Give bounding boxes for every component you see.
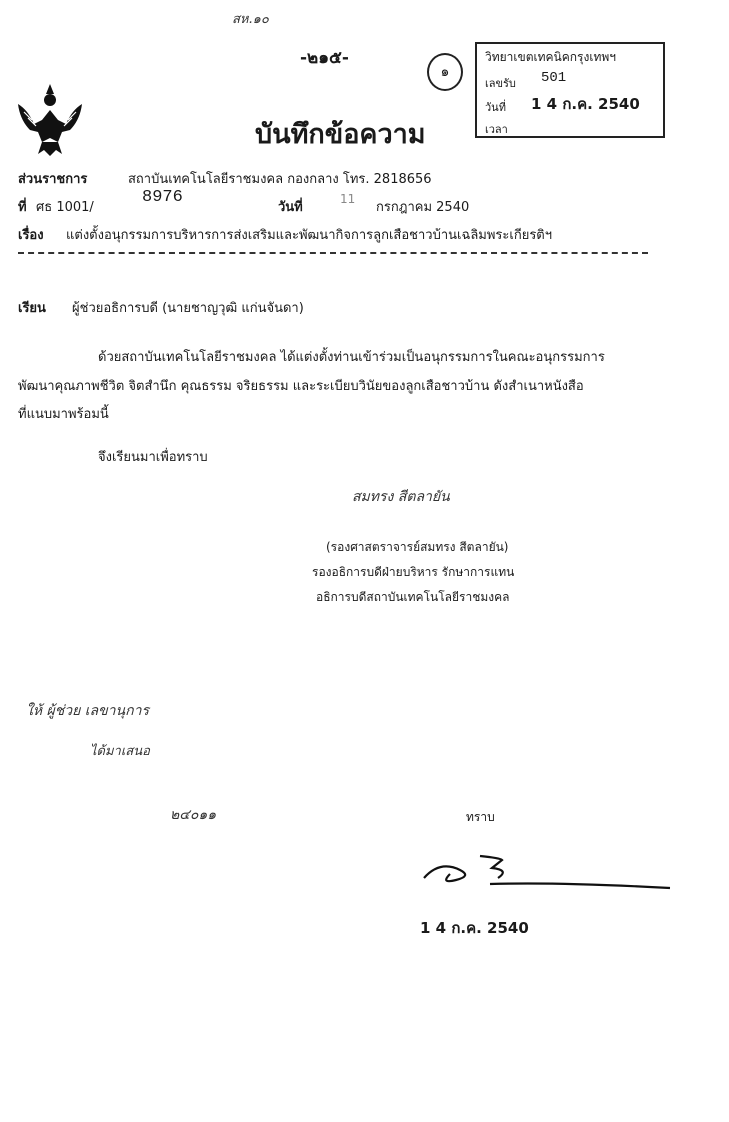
garuda-emblem-icon [14,80,86,160]
note-line-3: ๒๔๐๑๑ [170,807,217,823]
top-scribble: สห.๑๐ [232,12,269,27]
ack-date: 1 4 ก.ค. 2540 [420,919,529,937]
date-label: วันที่ [278,200,303,215]
page-number: -๒๑๕- [300,48,349,68]
note-line-2: ได้มาเสนอ [90,744,150,759]
ack-signature-icon [420,850,680,894]
divider [18,252,648,254]
date-day: 11 [340,192,356,206]
salutation-label: เรียน [18,301,46,316]
ref-label: ที่ [18,200,27,215]
stamp-date: 1 4 ก.ค. 2540 [531,95,640,113]
agency-label: ส่วนราชการ [18,172,88,187]
memo-title: บันทึกข้อความ [255,119,426,150]
stamp-time-label: เวลา [485,123,508,136]
circle-mark: ๑ [427,53,463,91]
subject: แต่งตั้งอนุกรรมการบริหารการส่งเสริมและพัฒนากิจการลูกเสือชาวบ้านเฉลิมพระเกียรติฯ [66,228,553,243]
closing: จึงเรียนมาเพื่อทราบ [98,450,208,465]
body-line-1: ด้วยสถาบันเทคโนโลยีราชมงคล ได้แต่งตั้งท่านเข้าร่วมเป็นอนุกรรมการในคณะอนุกรรมการ [98,350,605,365]
ref: ศธ 1001/ [36,200,94,215]
signature: สมทรง สีตลายัน [352,489,450,505]
signer-name: (รองศาสตราจารย์สมทรง สีตลายัน) [326,540,509,554]
receiving-stamp [475,42,665,138]
body-line-3: ที่แนบมาพร้อมนี้ [18,407,109,422]
note-line-1: ให้ ผู้ช่วย เลขานุการ [26,703,149,719]
stamp-org: วิทยาเขตเทคนิคกรุงเทพฯ [485,50,617,64]
signer-position-2: อธิการบดีสถาบันเทคโนโลยีราชมงคล [316,590,510,604]
acknowledged: ทราบ [466,810,495,824]
stamp-received-no: 501 [541,70,567,86]
ref-number: 8976 [142,188,183,207]
subject-label: เรื่อง [18,228,44,243]
stamp-received-label: เลขรับ [485,77,516,90]
body-line-2: พัฒนาคุณภาพชีวิต จิตสำนึก คุณธรรม จริยธรรม และระเบียบวินัยของลูกเสือชาวบ้าน ดังสำเนาหนังสือ [18,379,584,394]
signer-position-1: รองอธิการบดีฝ่ายบริหาร รักษาการแทน [312,565,515,579]
stamp-date-label: วันที่ [485,101,506,114]
agency: สถาบันเทคโนโลยีราชมงคล กองกลาง โทร. 2818656 [128,172,432,187]
salutation: ผู้ช่วยอธิการบดี (นายชาญวุฒิ แก่นจันดา) [72,301,304,316]
date-month-year: กรกฎาคม 2540 [376,200,470,215]
